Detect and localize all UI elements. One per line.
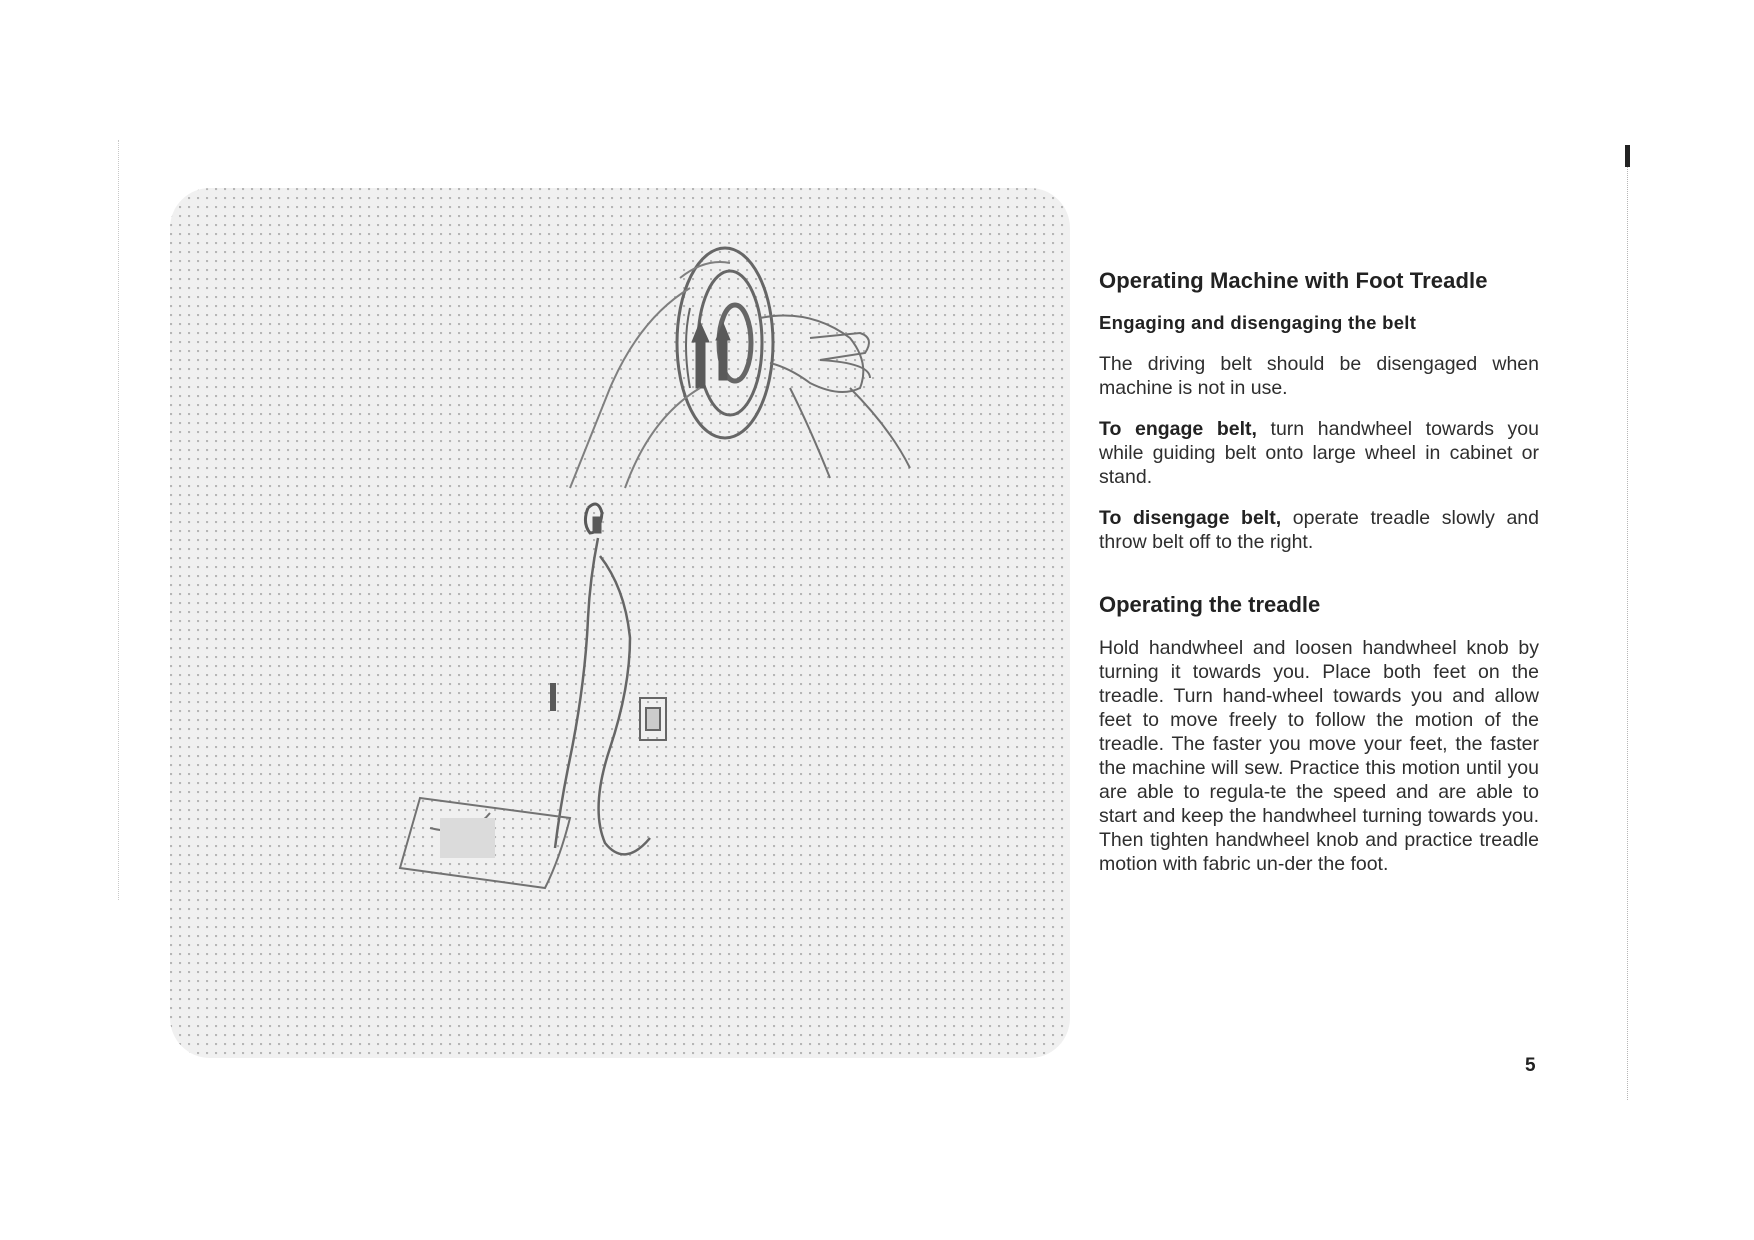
right-edge-rule (1627, 150, 1628, 1100)
subheading-engaging: Engaging and disengaging the belt (1099, 312, 1417, 333)
treadle-plate (400, 798, 570, 888)
disengage-label: To disengage belt, (1099, 507, 1282, 529)
right-hand (760, 316, 910, 479)
scan-margin-marks (118, 140, 123, 900)
disengage-paragraph (1099, 506, 1539, 554)
treadle-paragraph: Hold handwheel and loosen handwheel knob by turning it towards you. Place both feet on the treadle. Turn hand-wheel towards you and allow feet to move freely to follow the motion of the treadle. The faster you move your feet, the faster the machine will sew. Practice this motion until you are able to regula-te the speed and are able to start and keep the handwheel turning towards you. Then tighten handwheel knob and practice treadle motion with fabric un-der the foot. (1099, 637, 1539, 875)
engage-label: To engage belt, (1099, 418, 1257, 440)
page-title: Operating Machine with Foot Treadle (1099, 268, 1488, 293)
large-wheel-box (640, 698, 666, 740)
intro-paragraph: The driving belt should be disengaged when machine is not in use. (1099, 353, 1539, 399)
treadle-illustration (170, 188, 1070, 1058)
disengage-text: operate treadle slowly and throw belt off to the right. (1099, 507, 1539, 553)
section-heading-treadle: Operating the treadle (1099, 592, 1321, 617)
page-number: 5 (1525, 1055, 1536, 1076)
engage-text: turn handwheel towards you while guiding belt onto large wheel in cabinet or stand. (1099, 418, 1539, 488)
drive-belt (555, 538, 650, 854)
rotation-arrows (692, 322, 730, 388)
engage-paragraph (1099, 417, 1539, 489)
belt-clip (550, 683, 556, 711)
instructions-column (1099, 268, 1539, 893)
belt-guide (585, 504, 602, 533)
right-edge-mark (1625, 145, 1630, 167)
treadle-drawing (170, 188, 1070, 1058)
